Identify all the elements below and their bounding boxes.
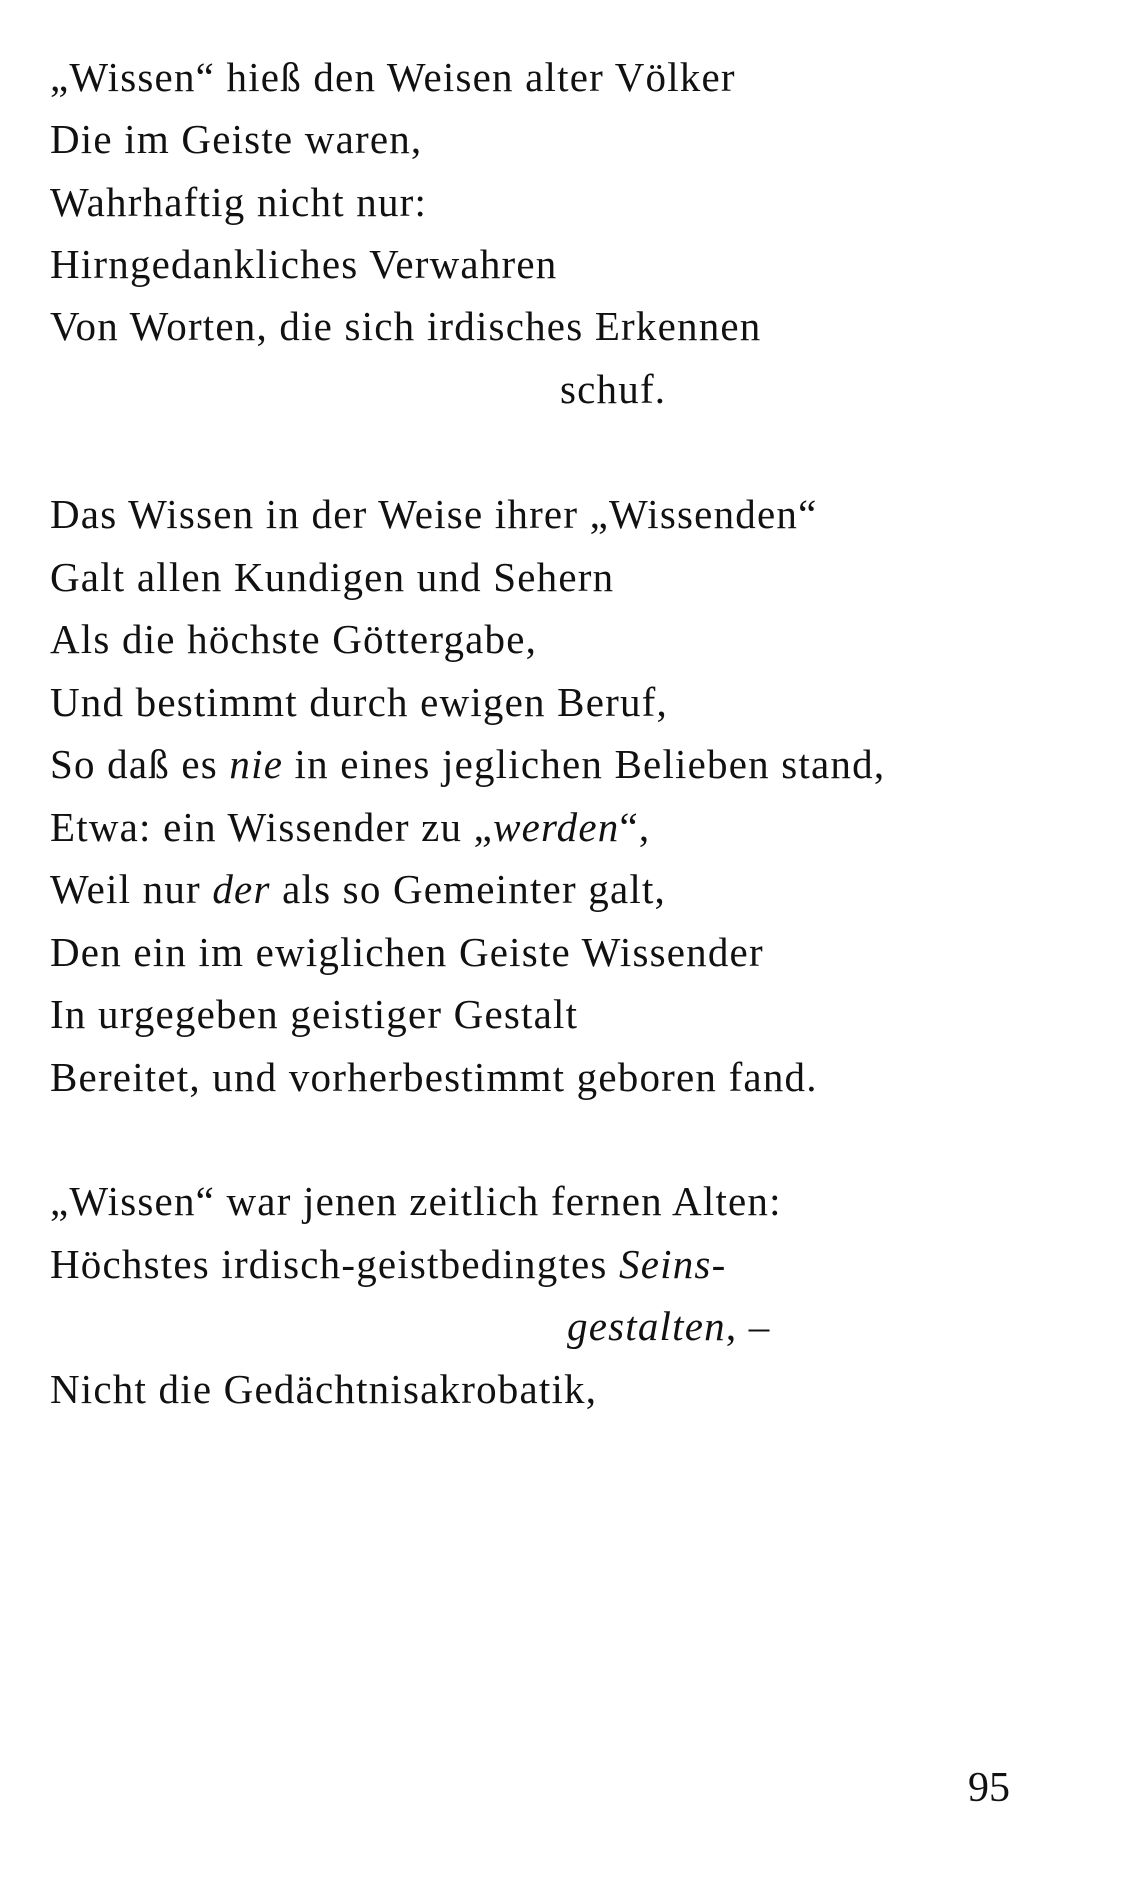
poem-line: In urgegeben geistiger Gestalt xyxy=(50,991,579,1037)
poem-line xyxy=(50,741,886,787)
poem-line: Galt allen Kundigen und Sehern xyxy=(50,554,615,600)
italic-emphasis: werden xyxy=(493,804,620,850)
text-segment: So daß es xyxy=(50,741,230,787)
poem-line: Den ein im ewiglichen Geiste Wissender xyxy=(50,929,764,975)
text-segment: in eines jeglichen Belieben stand, xyxy=(283,741,886,787)
poem-line: Als die höchste Göttergabe, xyxy=(50,616,538,662)
poem-line: Und bestimmt durch ewigen Beruf, xyxy=(50,679,668,725)
text-segment: Höchstes irdisch-geistbedingtes xyxy=(50,1241,620,1287)
page-number: 95 xyxy=(968,1765,1010,1811)
italic-emphasis: gestalten xyxy=(567,1303,726,1349)
poem-line: „Wissen“ hieß den Weisen alter Völker xyxy=(50,54,736,100)
italic-emphasis: nie xyxy=(229,741,284,787)
poem-line: „Wissen“ war jenen zeitlich fernen Alten: xyxy=(50,1178,782,1224)
poem-line: Wahrhaftig nicht nur: xyxy=(50,179,428,225)
text-segment: als so Gemeinter galt, xyxy=(270,866,666,912)
poem-line: Das Wissen in der Weise ihrer „Wissenden“ xyxy=(50,491,818,537)
text-segment: “, xyxy=(619,804,651,850)
poem-line-continuation: schuf. xyxy=(560,366,667,412)
poem-line: Hirngedankliches Verwahren xyxy=(50,241,558,287)
text-segment: , – xyxy=(725,1303,771,1349)
poem-line: Nicht die Gedächtnisakrobatik, xyxy=(50,1366,598,1412)
text-segment: Weil nur xyxy=(50,866,213,912)
poem-line-continuation xyxy=(567,1303,771,1349)
poem-line xyxy=(50,1241,727,1287)
italic-emphasis: der xyxy=(212,866,271,912)
poem-line: Von Worten, die sich irdisches Erkennen xyxy=(50,303,762,349)
poem-line xyxy=(50,804,651,850)
poem-line: Die im Geiste waren, xyxy=(50,116,423,162)
text-segment: Etwa: ein Wissender zu „ xyxy=(50,804,494,850)
poem-line xyxy=(50,866,666,912)
poem-line: Bereitet, und vorherbestimmt geboren fand. xyxy=(50,1054,818,1100)
italic-emphasis: Seins- xyxy=(619,1241,727,1287)
